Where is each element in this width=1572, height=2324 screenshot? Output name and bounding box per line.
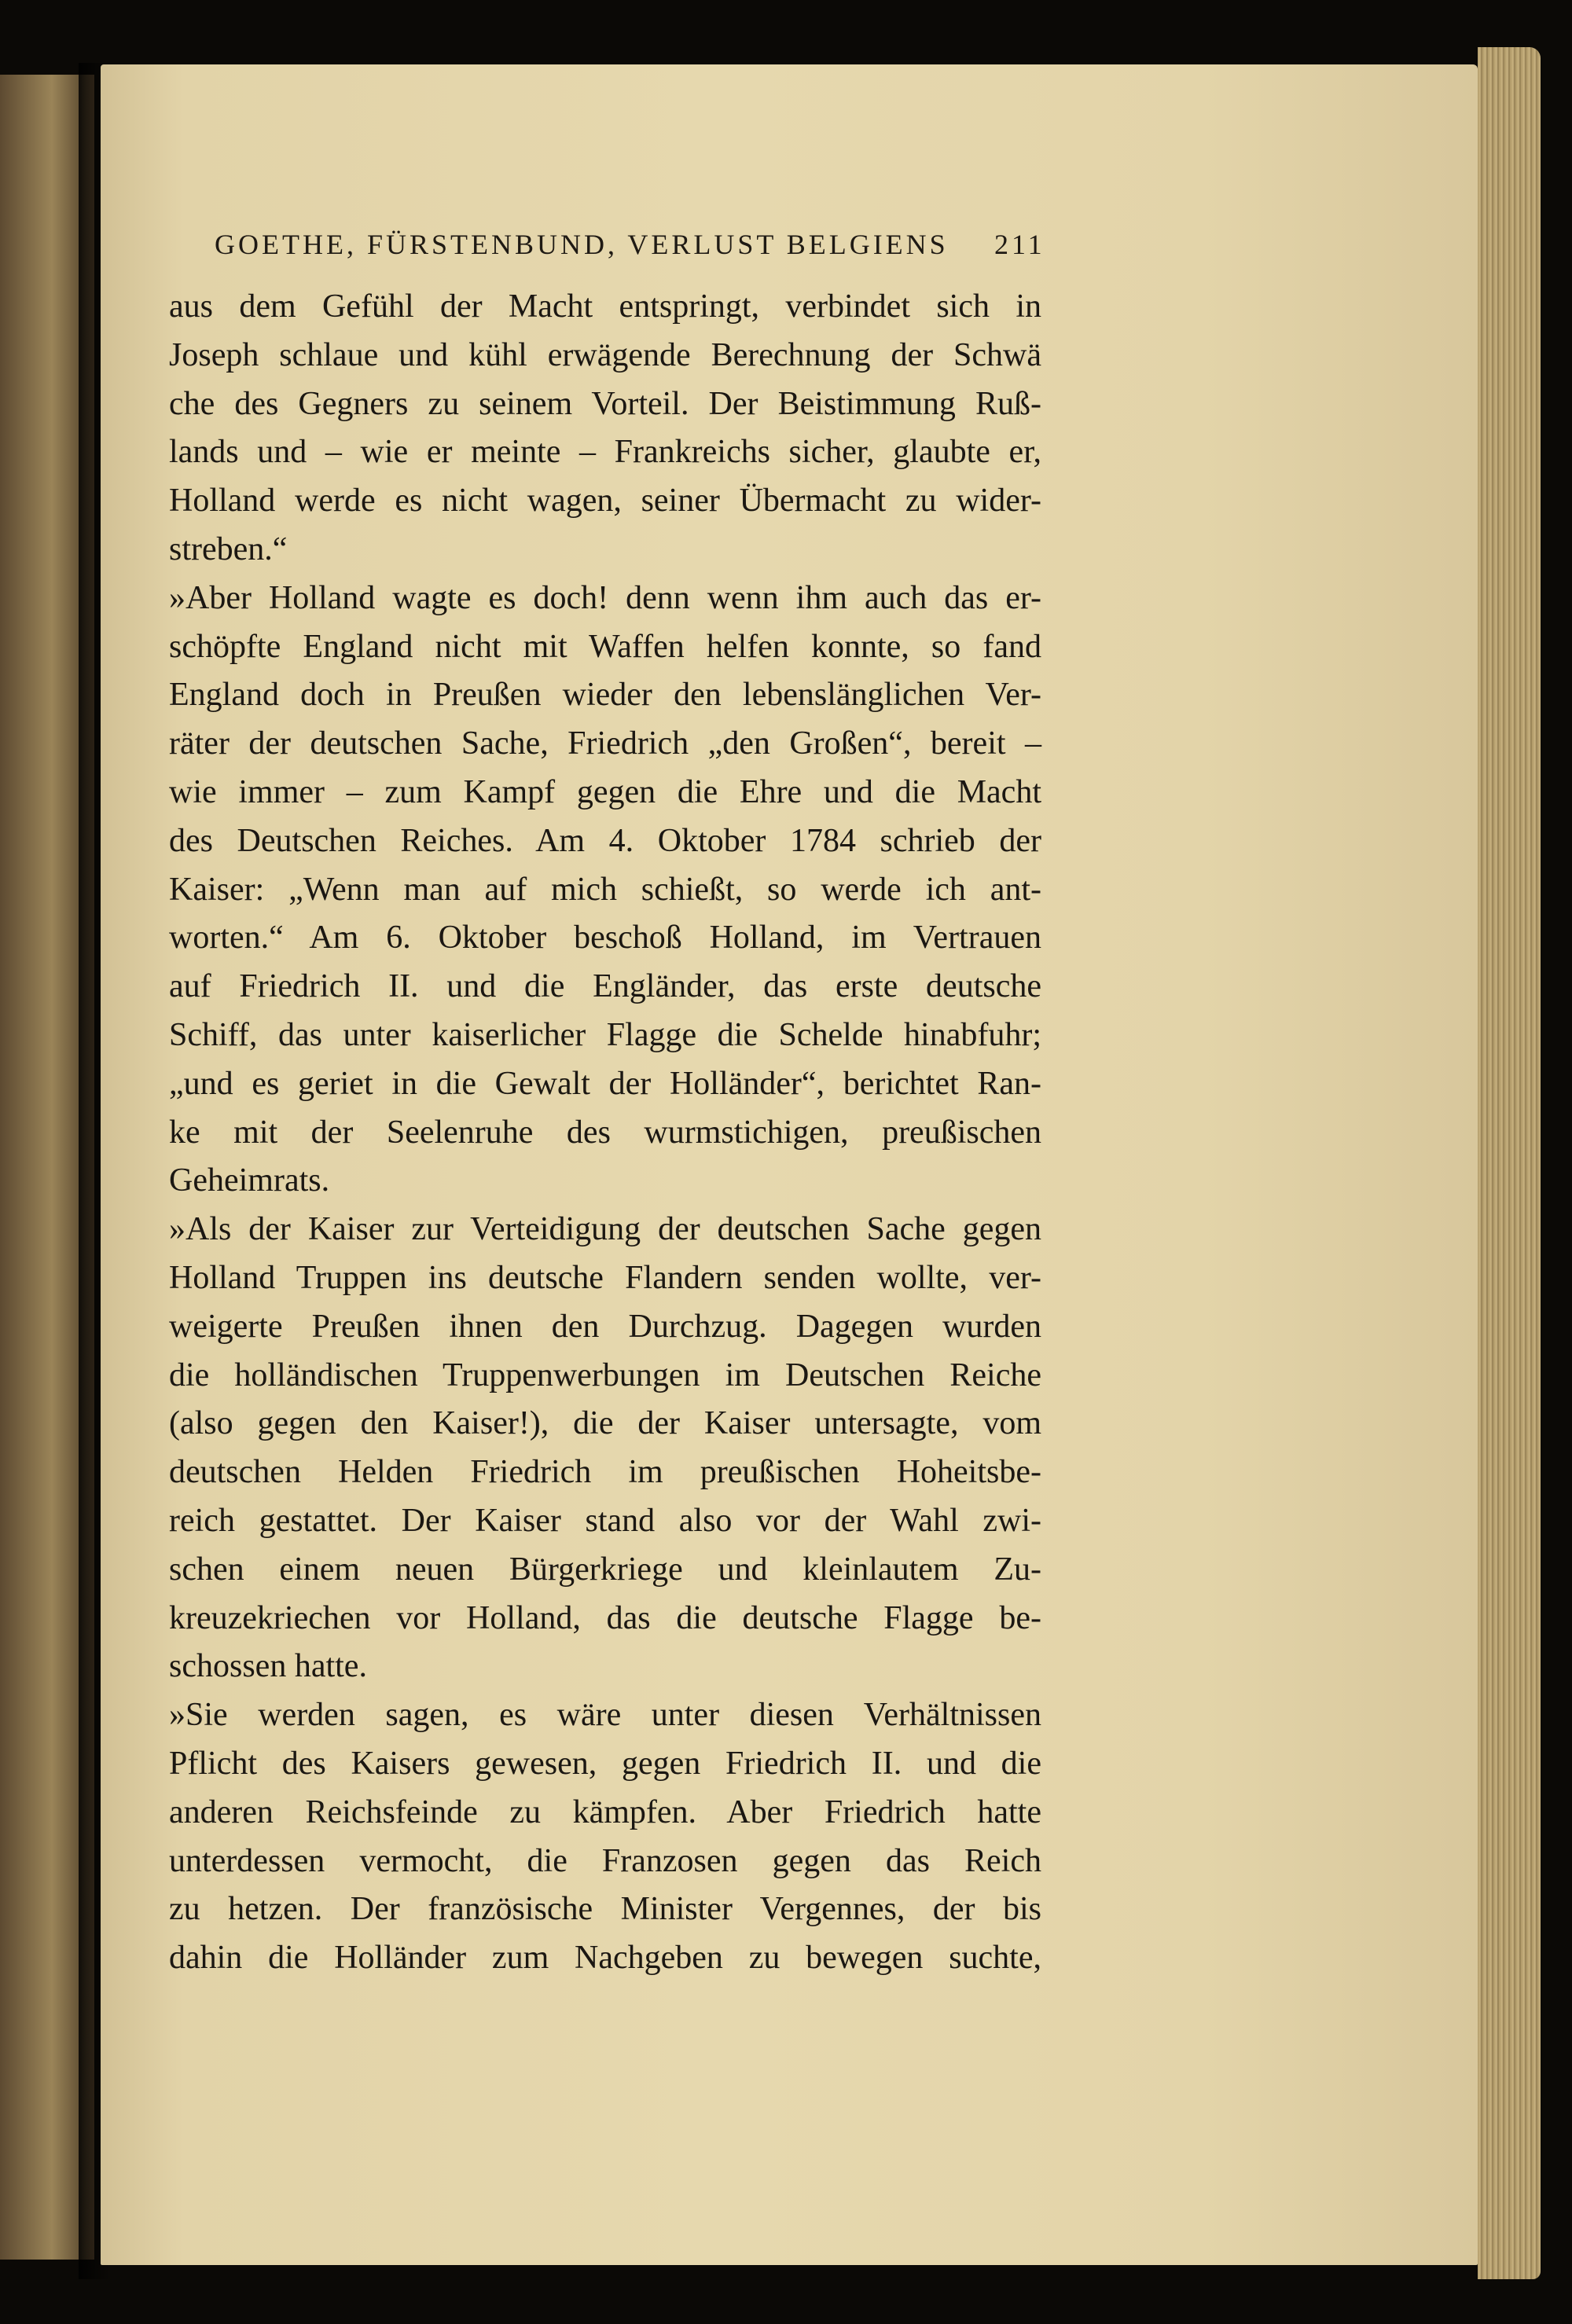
text-line: Pflicht des Kaisers gewesen, gegen Friedrich II. und die [169, 1745, 1041, 1782]
text-line: schöpfte England nicht mit Waffen helfen konnte, so fand [169, 628, 1041, 665]
text-line: deutschen Helden Friedrich im preußischen Hoheitsbe- [169, 1454, 1041, 1491]
text-line: Holland werde es nicht wagen, seiner Übermacht zu wider- [169, 483, 1041, 520]
body-text [169, 283, 1041, 1983]
running-head: GOETHE, FÜRSTENBUND, VERLUST BELGIENS [215, 229, 949, 260]
text-line: »Sie werden sagen, es wäre unter diesen Verhältnissen [169, 1697, 1041, 1734]
text-line: che des Gegners zu seinem Vorteil. Der Beistimmung Ruß- [169, 385, 1041, 422]
text-line: Schiff, das unter kaiserlicher Flagge die Schelde hinabfuhr; [169, 1016, 1041, 1053]
text-line: schossen hatte. [169, 1648, 367, 1685]
text-line: Geheimrats. [169, 1162, 330, 1199]
text-line: weigerte Preußen ihnen den Durchzug. Dagegen wurden [169, 1308, 1041, 1345]
page-number: 211 [994, 229, 1045, 260]
text-line: (also gegen den Kaiser!), die der Kaiser untersagte, vom [169, 1405, 1041, 1442]
text-line: zu hetzen. Der französische Minister Vergennes, der bis [169, 1891, 1041, 1928]
text-line: ke mit der Seelenruhe des wurmstichigen, preußischen [169, 1114, 1041, 1151]
text-line: kreuzekriechen vor Holland, das die deutsche Flagge be- [169, 1599, 1041, 1636]
text-line: reich gestattet. Der Kaiser stand also vor der Wahl zwi- [169, 1502, 1041, 1539]
text-line: schen einem neuen Bürgerkriege und kleinlautem Zu- [169, 1551, 1041, 1588]
text-line: aus dem Gefühl der Macht entspringt, verbindet sich in [169, 288, 1041, 325]
text-line: anderen Reichsfeinde zu kämpfen. Aber Friedrich hatte [169, 1793, 1041, 1830]
text-line: dahin die Holländer zum Nachgeben zu bewegen suchte, [169, 1940, 1041, 1977]
text-line: unterdessen vermocht, die Franzosen gegen das Reich [169, 1842, 1041, 1879]
text-line: die holländischen Truppenwerbungen im Deutschen Reiche [169, 1357, 1041, 1393]
text-line: worten.“ Am 6. Oktober beschoß Holland, im Vertrauen [169, 920, 1041, 956]
text-line: Joseph schlaue und kühl erwägende Berechnung der Schwä [169, 336, 1041, 373]
text-line: Holland Truppen ins deutsche Flandern senden wollte, ver- [169, 1259, 1041, 1296]
text-line: lands und – wie er meinte – Frankreichs sicher, glaubte er, [169, 434, 1041, 471]
text-line: wie immer – zum Kampf gegen die Ehre und die Macht [169, 773, 1041, 810]
text-line: des Deutschen Reiches. Am 4. Oktober 1784 schrieb der [169, 822, 1041, 859]
text-line: streben.“ [169, 531, 288, 567]
text-line: »Als der Kaiser zur Verteidigung der deutschen Sache gegen [169, 1211, 1041, 1248]
text-line: »Aber Holland wagte es doch! denn wenn ihm auch das er- [169, 579, 1041, 616]
text-line: räter der deutschen Sache, Friedrich „den Großen“, bereit – [169, 725, 1041, 762]
text-line: Kaiser: „Wenn man auf mich schießt, so werde ich ant- [169, 871, 1041, 908]
page-block-edges [1478, 47, 1541, 2279]
text-line: „und es geriet in die Gewalt der Holländer“, berichtet Ran- [169, 1065, 1041, 1102]
text-line: auf Friedrich II. und die Engländer, das erste deutsche [169, 968, 1041, 1005]
text-line: England doch in Preußen wieder den lebenslänglichen Ver- [169, 677, 1041, 714]
